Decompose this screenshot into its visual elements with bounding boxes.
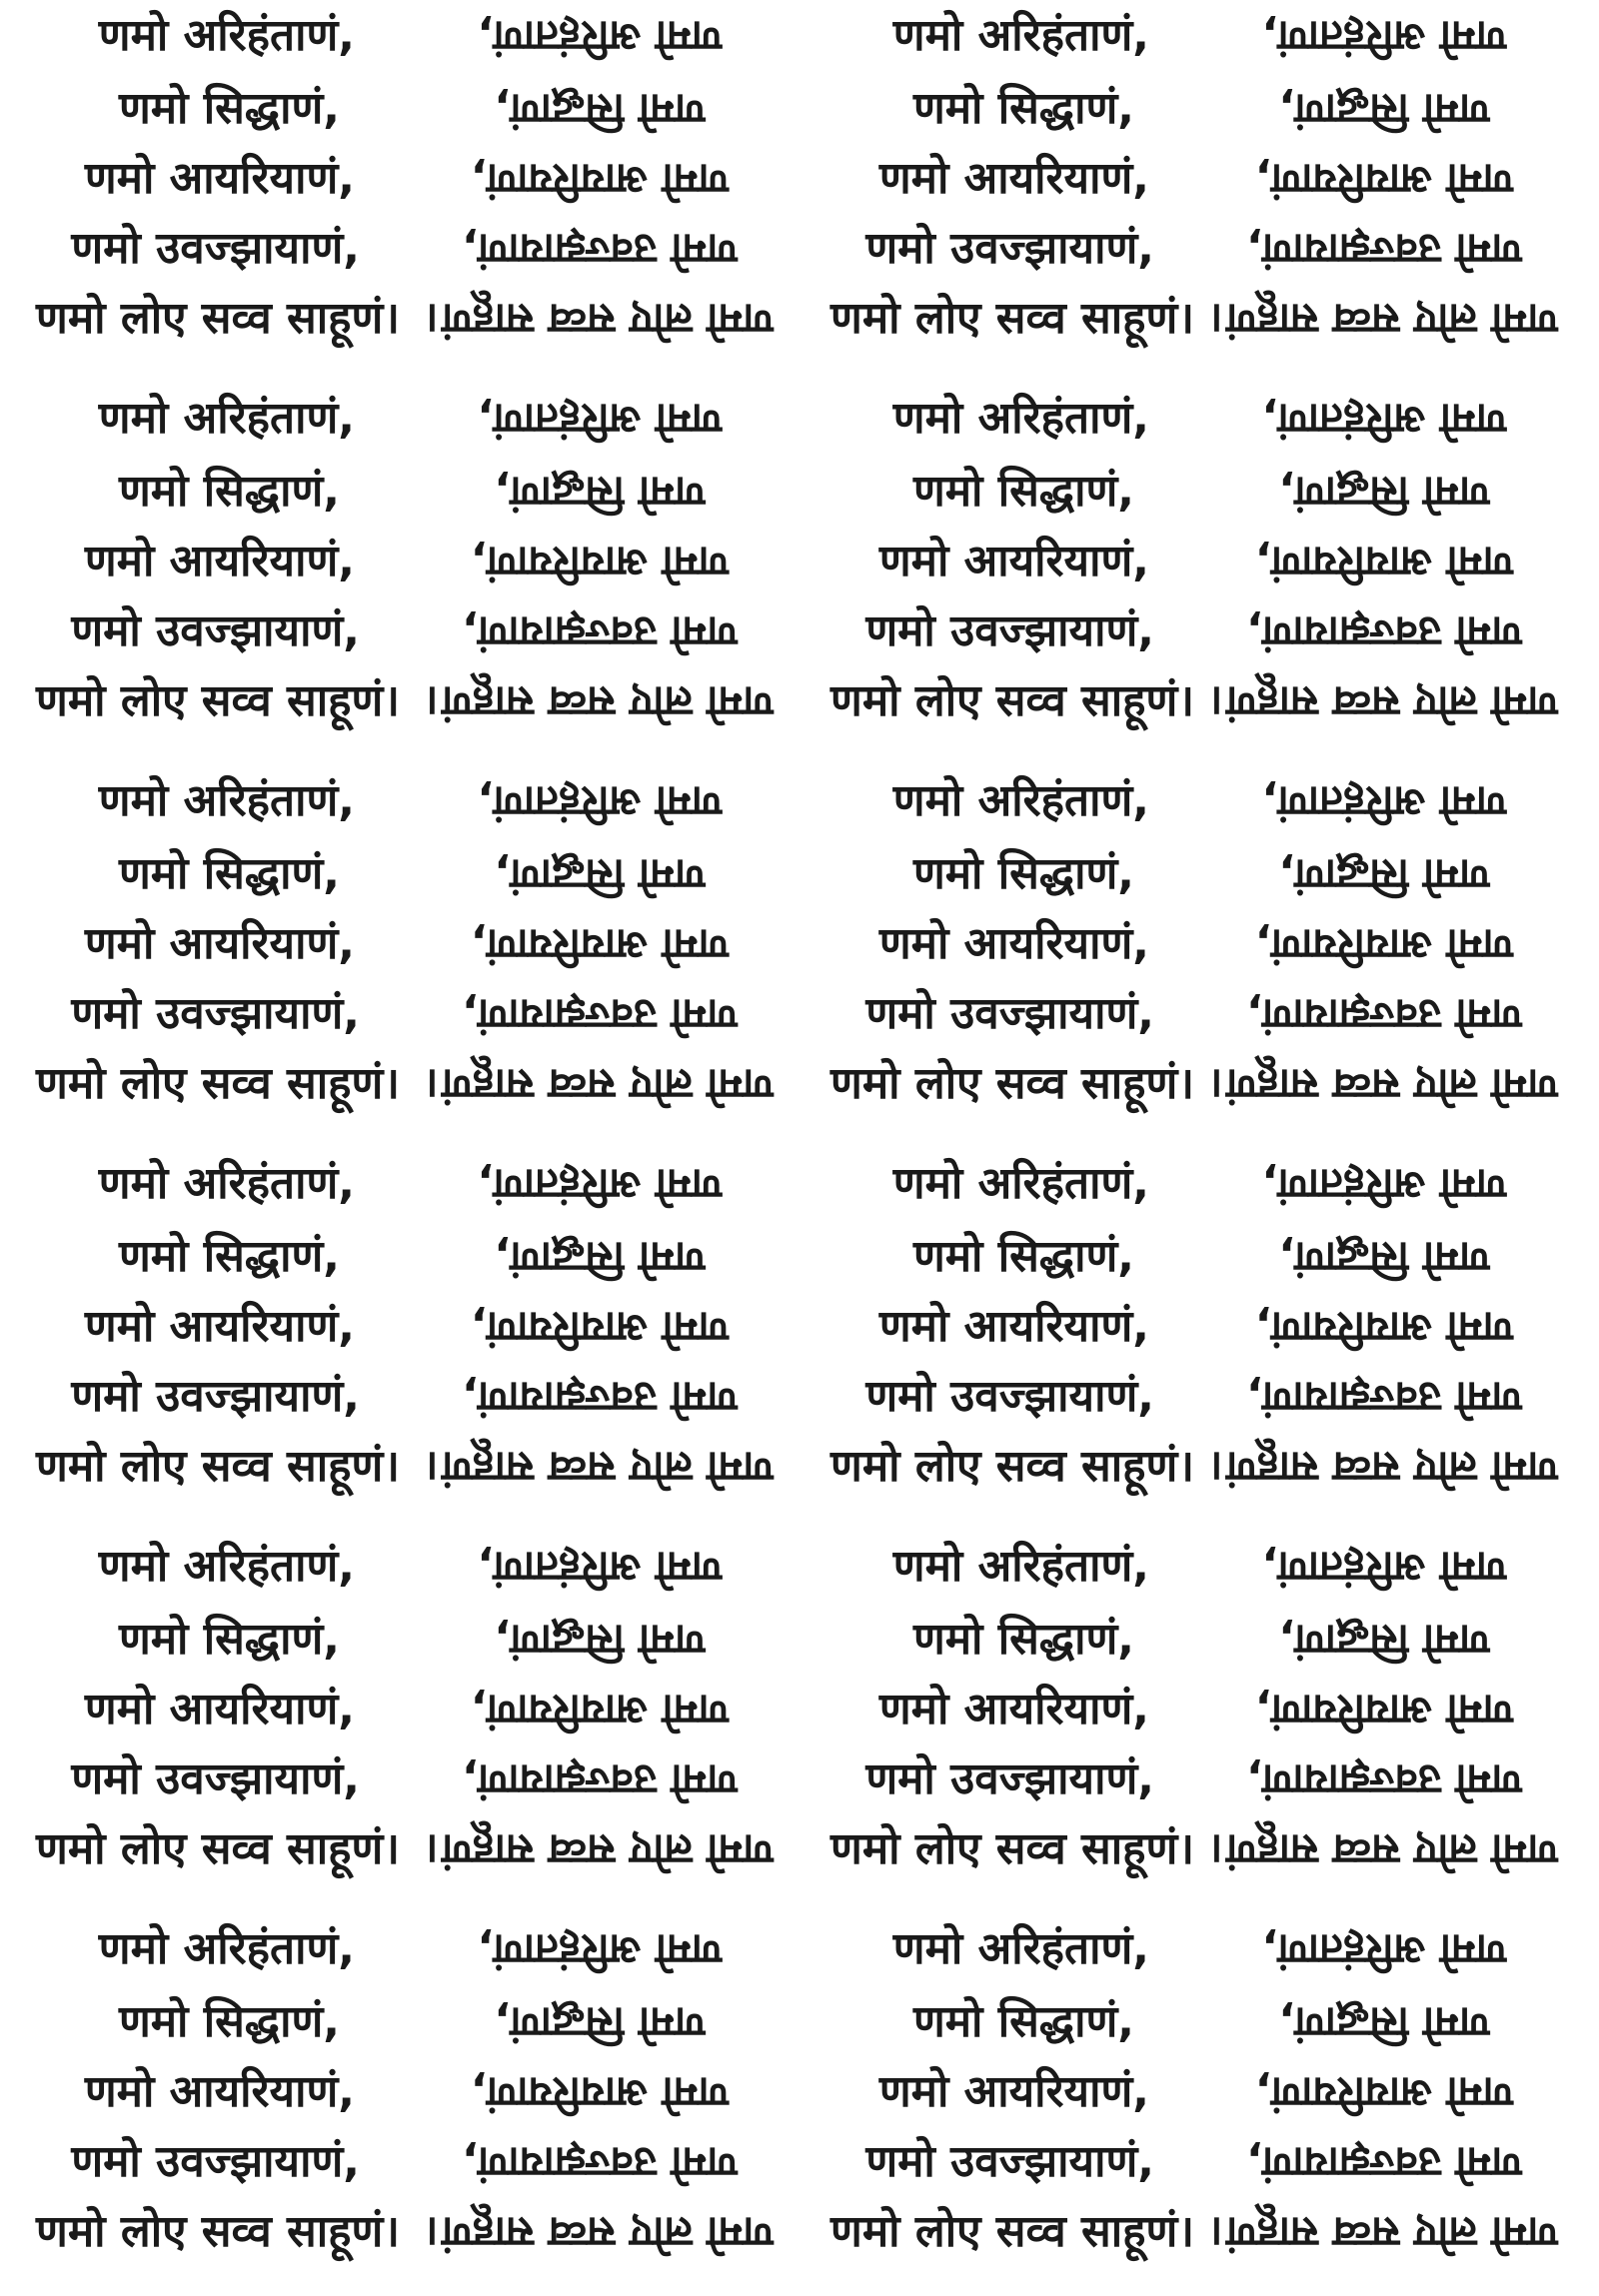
mirrored-mantra-line: णमो अरिहंताणं, [1261, 1160, 1507, 1209]
mantra-line: णमो उवज्झायाणं, [71, 2136, 360, 2187]
mantra-line: णमो उवज्झायाणं, [865, 223, 1154, 274]
mirrored-mantra-line: णमो आयरियाणं, [1255, 2068, 1513, 2117]
mirrored-mantra-line: णमो लोए सव्व साहूणं। [426, 1825, 774, 1874]
mirrored-mantra-line: णमो अरिहंताणं, [1261, 1543, 1507, 1592]
mantra-line: णमो आयरियाणं, [878, 153, 1149, 204]
mirrored-mantra-column [1179, 0, 1599, 383]
mirrored-mantra-line: णमो अरिहंताणं, [477, 1925, 723, 1974]
mantra-line: णमो आयरियाणं, [84, 1301, 355, 1352]
mantra-line: णमो अरिहंताणं, [892, 1158, 1149, 1209]
mirrored-mantra-line: णमो आयरियाणं, [1255, 538, 1513, 586]
mirrored-mantra-column [395, 1148, 814, 1531]
mantra-line: णमो उवज्झायाणं, [71, 1371, 360, 1422]
mantra-line: णमो आयरियाणं, [878, 2066, 1149, 2117]
mirrored-mantra-line: णमो लोए सव्व साहूणं। [1210, 1443, 1558, 1492]
mirrored-mantra-line: णमो उवज्झायाणं, [1246, 1373, 1522, 1422]
mirrored-mantra-line: णमो लोए सव्व साहूणं। [1210, 2208, 1558, 2257]
mirrored-mantra-column [395, 1913, 814, 2296]
mirrored-mantra-line: णमो सिद्धाणं, [1278, 468, 1490, 517]
mirrored-mantra-line: णमो सिद्धाणं, [1278, 85, 1490, 134]
mirrored-mantra-line: णमो लोए सव्व साहूणं। [1210, 295, 1558, 344]
mantra-block [0, 0, 1599, 383]
mirrored-mantra-column [395, 0, 814, 383]
mantra-line: णमो सिद्धाणं, [912, 1614, 1134, 1665]
mantra-line: णमो लोए सव्व साहूणं। [36, 1441, 400, 1492]
mirrored-mantra-line: णमो उवज्झायाणं, [1246, 1755, 1522, 1804]
mantra-line: णमो अरिहंताणं, [98, 1923, 355, 1974]
mantra-line: णमो सिद्धाणं, [118, 1996, 340, 2047]
mirrored-mantra-column [1179, 1531, 1599, 1913]
mantra-line: णमो अरिहंताणं, [892, 775, 1149, 826]
mantra-line: णमो लोए सव्व साहूणं। [830, 1058, 1194, 1109]
mantra-text-column [780, 765, 1194, 1148]
mantra-line: णमो आयरियाणं, [84, 153, 355, 204]
mantra-line: णमो आयरियाणं, [878, 536, 1149, 586]
mirrored-mantra-line: णमो आयरियाणं, [1255, 1303, 1513, 1352]
mirrored-mantra-column [395, 383, 814, 765]
mantra-line: णमो सिद्धाणं, [118, 1614, 340, 1665]
mantra-text-column [780, 1531, 1194, 1913]
mantra-text-column [0, 1148, 400, 1531]
mirrored-mantra-line: णमो सिद्धाणं, [494, 1233, 706, 1282]
mirrored-mantra-column [1179, 383, 1599, 765]
mirrored-mantra-line: णमो आयरियाणं, [471, 920, 729, 969]
mirrored-mantra-line: णमो आयरियाणं, [1255, 920, 1513, 969]
mantra-line: णमो लोए सव्व साहूणं। [36, 2206, 400, 2257]
mantra-line: णमो सिद्धाणं, [912, 1996, 1134, 2047]
mantra-block [0, 765, 1599, 1148]
mantra-line: णमो अरिहंताणं, [98, 10, 355, 61]
mantra-line: णमो आयरियाणं, [878, 1684, 1149, 1734]
mantra-line: णमो लोए सव्व साहूणं। [36, 1058, 400, 1109]
mirrored-mantra-line: णमो आयरियाणं, [471, 1686, 729, 1734]
mantra-text-column [780, 0, 1194, 383]
mirrored-mantra-line: णमो लोए सव्व साहूणं। [1210, 1825, 1558, 1874]
mirrored-mantra-line: णमो सिद्धाणं, [1278, 1616, 1490, 1665]
mirrored-mantra-line: णमो लोए सव्व साहूणं। [426, 677, 774, 726]
mantra-line: णमो सिद्धाणं, [912, 848, 1134, 899]
mirrored-mantra-line: णमो अरिहंताणं, [1261, 1925, 1507, 1974]
mantra-line: णमो अरिहंताणं, [892, 1923, 1149, 1974]
mirrored-mantra-line: णमो आयरियाणं, [471, 1303, 729, 1352]
mirrored-mantra-line: णमो अरिहंताणं, [1261, 395, 1507, 444]
mirrored-mantra-line: णमो उवज्झायाणं, [1246, 2138, 1522, 2187]
mantra-line: णमो उवज्झायाणं, [865, 2136, 1154, 2187]
mantra-line: णमो अरिहंताणं, [892, 1541, 1149, 1592]
mantra-line: णमो अरिहंताणं, [98, 1541, 355, 1592]
mantra-line: णमो आयरियाणं, [878, 918, 1149, 969]
mantra-line: णमो अरिहंताणं, [98, 393, 355, 444]
mantra-line: णमो लोए सव्व साहूणं। [830, 1441, 1194, 1492]
mirrored-mantra-line: णमो सिद्धाणं, [494, 850, 706, 899]
mantra-line: णमो लोए सव्व साहूणं। [36, 293, 400, 344]
mirrored-mantra-line: णमो सिद्धाणं, [494, 1616, 706, 1665]
mirrored-mantra-line: णमो अरिहंताणं, [477, 1160, 723, 1209]
mirrored-mantra-line: णमो उवज्झायाणं, [1246, 990, 1522, 1039]
mantra-line: णमो अरिहंताणं, [892, 393, 1149, 444]
mantra-line: णमो आयरियाणं, [878, 1301, 1149, 1352]
mirrored-mantra-line: णमो लोए सव्व साहूणं। [426, 295, 774, 344]
mantra-line: णमो उवज्झायाणं, [71, 223, 360, 274]
mirrored-mantra-column [1179, 1913, 1599, 2296]
mirrored-mantra-column [1179, 1148, 1599, 1531]
mirrored-mantra-line: णमो लोए सव्व साहूणं। [426, 1443, 774, 1492]
mirrored-mantra-line: णमो अरिहंताणं, [1261, 12, 1507, 61]
mantra-line: णमो लोए सव्व साहूणं। [36, 1823, 400, 1874]
mirrored-mantra-line: णमो सिद्धाणं, [1278, 850, 1490, 899]
mirrored-mantra-column [1179, 765, 1599, 1148]
mantra-line: णमो सिद्धाणं, [118, 83, 340, 134]
mirrored-mantra-line: णमो सिद्धाणं, [1278, 1998, 1490, 2047]
mantra-text-column [780, 1148, 1194, 1531]
mirrored-mantra-line: णमो उवज्झायाणं, [1246, 607, 1522, 656]
mirrored-mantra-column [395, 765, 814, 1148]
mantra-line: णमो लोए सव्व साहूणं। [830, 1823, 1194, 1874]
mirrored-mantra-line: णमो उवज्झायाणं, [462, 225, 738, 274]
mantra-line: णमो आयरियाणं, [84, 918, 355, 969]
mantra-block [0, 1531, 1599, 1913]
mantra-text-column [0, 0, 400, 383]
mantra-line: णमो सिद्धाणं, [912, 83, 1134, 134]
mantra-line: णमो लोए सव्व साहूणं। [36, 675, 400, 726]
mantra-text-column [0, 765, 400, 1148]
mirrored-mantra-line: णमो आयरियाणं, [1255, 1686, 1513, 1734]
mantra-line: णमो उवज्झायाणं, [71, 988, 360, 1039]
mantra-text-column [780, 1913, 1194, 2296]
mirrored-mantra-line: णमो सिद्धाणं, [494, 1998, 706, 2047]
mirrored-mantra-line: णमो उवज्झायाणं, [462, 1755, 738, 1804]
mantra-text-column [0, 1531, 400, 1913]
mirrored-mantra-line: णमो आयरियाणं, [471, 2068, 729, 2117]
mantra-text-column [780, 383, 1194, 765]
mantra-line: णमो उवज्झायाणं, [865, 988, 1154, 1039]
mirrored-mantra-line: णमो अरिहंताणं, [477, 1543, 723, 1592]
mantra-line: णमो उवज्झायाणं, [71, 605, 360, 656]
mantra-line: णमो आयरियाणं, [84, 2066, 355, 2117]
mantra-line: णमो लोए सव्व साहूणं। [830, 675, 1194, 726]
mirrored-mantra-line: णमो अरिहंताणं, [1261, 777, 1507, 826]
mirrored-mantra-column [395, 1531, 814, 1913]
mirrored-mantra-line: णमो आयरियाणं, [471, 155, 729, 204]
mirrored-mantra-line: णमो अरिहंताणं, [477, 12, 723, 61]
mantra-line: णमो अरिहंताणं, [98, 775, 355, 826]
mirrored-mantra-line: णमो लोए सव्व साहूणं। [1210, 1060, 1558, 1109]
mantra-block [0, 383, 1599, 765]
mirrored-mantra-line: णमो सिद्धाणं, [1278, 1233, 1490, 1282]
mantra-line: णमो लोए सव्व साहूणं। [830, 2206, 1194, 2257]
mirrored-mantra-line: णमो लोए सव्व साहूणं। [426, 1060, 774, 1109]
mirrored-mantra-line: णमो उवज्झायाणं, [462, 607, 738, 656]
mantra-line: णमो उवज्झायाणं, [71, 1753, 360, 1804]
mirrored-mantra-line: णमो अरिहंताणं, [477, 395, 723, 444]
mirrored-mantra-line: णमो अरिहंताणं, [477, 777, 723, 826]
mantra-line: णमो अरिहंताणं, [98, 1158, 355, 1209]
mantra-line: णमो आयरियाणं, [84, 536, 355, 586]
mantra-line: णमो सिद्धाणं, [912, 1231, 1134, 1282]
mantra-line: णमो आयरियाणं, [84, 1684, 355, 1734]
mirrored-mantra-line: णमो सिद्धाणं, [494, 468, 706, 517]
mantra-line: णमो सिद्धाणं, [912, 466, 1134, 517]
mirrored-mantra-line: णमो उवज्झायाणं, [1246, 225, 1522, 274]
mantra-block [0, 1913, 1599, 2296]
mantra-line: णमो उवज्झायाणं, [865, 1371, 1154, 1422]
mantra-text-column [0, 1913, 400, 2296]
mantra-line: णमो उवज्झायाणं, [865, 605, 1154, 656]
mirrored-mantra-line: णमो आयरियाणं, [471, 538, 729, 586]
mantra-line: णमो सिद्धाणं, [118, 848, 340, 899]
mantra-line: णमो सिद्धाणं, [118, 466, 340, 517]
mantra-text-column [0, 383, 400, 765]
mirrored-mantra-line: णमो सिद्धाणं, [494, 85, 706, 134]
mantra-block [0, 1148, 1599, 1531]
mirrored-mantra-line: णमो उवज्झायाणं, [462, 990, 738, 1039]
mantra-line: णमो लोए सव्व साहूणं। [830, 293, 1194, 344]
mantra-line: णमो अरिहंताणं, [892, 10, 1149, 61]
mirrored-mantra-line: णमो उवज्झायाणं, [462, 2138, 738, 2187]
mantra-line: णमो उवज्झायाणं, [865, 1753, 1154, 1804]
mirrored-mantra-line: णमो लोए सव्व साहूणं। [1210, 677, 1558, 726]
mirrored-mantra-line: णमो लोए सव्व साहूणं। [426, 2208, 774, 2257]
mirrored-mantra-line: णमो उवज्झायाणं, [462, 1373, 738, 1422]
mirrored-mantra-line: णमो आयरियाणं, [1255, 155, 1513, 204]
mantra-line: णमो सिद्धाणं, [118, 1231, 340, 1282]
